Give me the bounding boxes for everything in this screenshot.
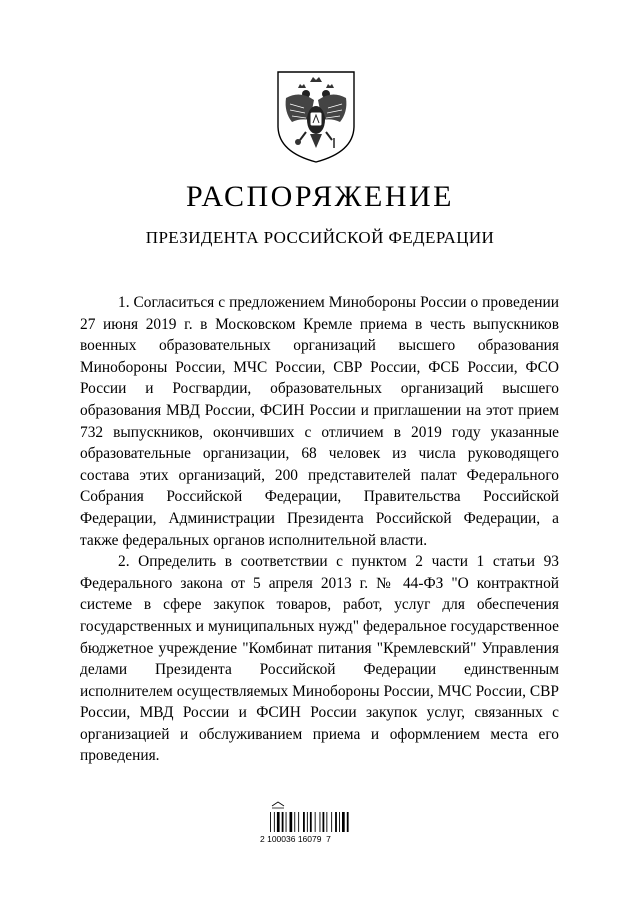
barcode-bar — [298, 812, 299, 832]
barcode-bar — [342, 812, 345, 832]
double-headed-eagle-icon — [270, 68, 362, 164]
barcode-bar — [315, 812, 316, 832]
barcode-bar — [303, 812, 305, 832]
barcode-bar — [294, 812, 295, 832]
barcode-bar — [323, 812, 325, 832]
document-subtitle: ПРЕЗИДЕНТА РОССИЙСКОЙ ФЕДЕРАЦИИ — [145, 228, 495, 247]
barcode-bar — [339, 812, 340, 832]
barcode-bar — [274, 812, 275, 832]
barcode-number: 2 100036 16079 7 — [260, 834, 331, 844]
barcode-bar — [286, 812, 287, 832]
barcode-bar — [326, 812, 327, 832]
barcode-bar — [270, 812, 271, 832]
document-title: РАСПОРЯЖЕНИЕ — [185, 180, 455, 213]
paragraph-2: 2. Определить в соответствии с пунктом 2 части 1 статьи 93 Федерального закона от 5 апреля 2013 г. № 44-ФЗ "О контрактной системе в сфере закупок товаров, работ, услуг для обеспечения государственных и муниципальных нужд" федеральное государственное бюджетное учреждение "Комбинат питания "Кремлевский" Управления делами Президента Российской Федерации единственным исполнителем осуществляемых Минобороны России, МЧС России, СВР России, МВД России и ФСИН России закупок услуг, связанных с организацией и обслуживанием приема и оформлением места его проведения. — [80, 553, 559, 765]
barcode-bar — [331, 812, 332, 832]
barcode-bar — [310, 812, 312, 832]
barcode-bar — [282, 812, 284, 832]
barcode-bars — [260, 800, 380, 834]
barcode-bar — [307, 812, 308, 832]
document-body — [80, 292, 559, 767]
barcode-bar — [290, 812, 293, 832]
barcode-bar — [335, 812, 337, 832]
barcode-bar — [347, 812, 349, 832]
paragraph-1: 1. Согласиться с предложением Минобороны России о проведении 27 июня 2019 г. в Московском Кремле приема в честь выпускников военных образовательных организаций высшего образования Минобороны России, МЧС России, СВР России, ФСБ России, ФСО России и Росгвардии, образовательных организаций высшего образования МВД России, ФСИН России и приглашении на этот прием 732 выпускников, окончивших с отличием в 2019 году указанные образовательные организации, 68 человек из числа руководящего состава этих организаций, 200 представителей палат Федерального Собрания Российской Федерации, Правительства Российской Федерации, Администрации Президента Российской Федерации, а также федеральных органов исполнительной власти. — [80, 294, 559, 549]
barcode — [260, 800, 380, 860]
barcode-bar — [277, 812, 280, 832]
barcode-bar — [320, 812, 321, 832]
